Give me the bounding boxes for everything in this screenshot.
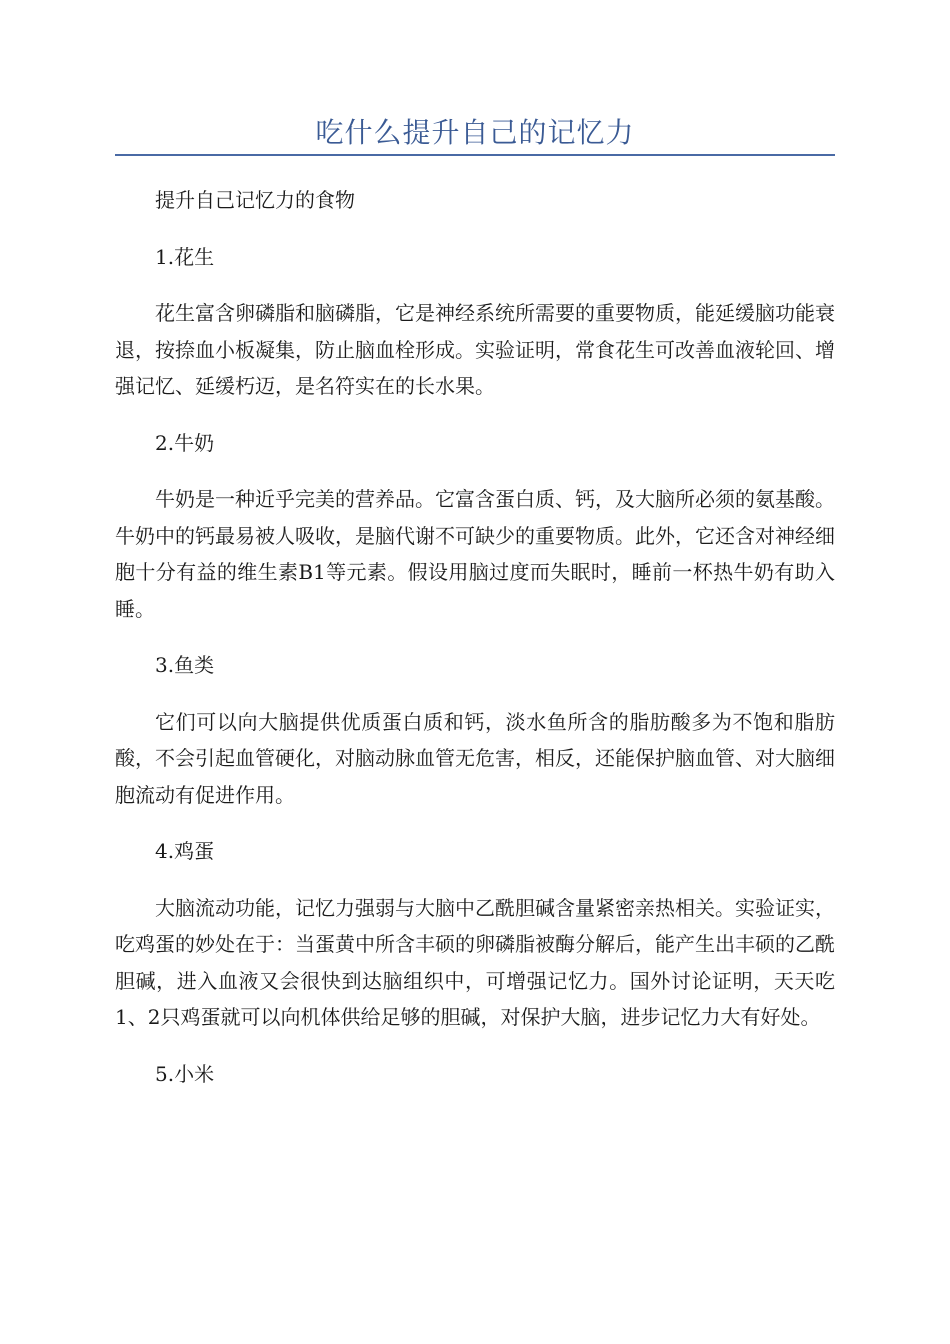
item-heading-millet: 5.小米 [155,1061,215,1086]
section-heading: 提升自己记忆力的食物 [155,188,355,212]
document-page [115,0,835,1112]
body-paragraph-milk: 牛奶是一种近乎完美的营养品。它富含蛋白质、钙，及大脑所必须的氨基酸。牛奶中的钙最易被人吸收，是脑代谢不可缺少的重要物质。此外，它还含对神经细胞十分有益的维生素B1等元素。假设用脑过度而失眠时，睡前一杯热牛奶有助入睡。 [115,487,835,621]
body-paragraph-peanut: 花生富含卵磷脂和脑磷脂，它是神经系统所需要的重要物质，能延缓脑功能衰退，按捺血小板凝集，防止脑血栓形成。实验证明，常食花生可改善血液轮回、增强记忆、延缓朽迈，是名符实在的长水果。 [115,301,835,398]
item-heading-egg: 4.鸡蛋 [155,839,215,863]
item-heading-fish: 3.鱼类 [155,653,215,677]
title-underline [115,154,835,156]
document-title: 吃什么提升自己的记忆力 [315,116,635,149]
body-paragraph-egg: 大脑流动功能，记忆力强弱与大脑中乙酰胆碱含量紧密亲热相关。实验证实，吃鸡蛋的妙处在于：当蛋黄中所含丰硕的卵磷脂被酶分解后，能产生出丰硕的乙酰胆碱，进入血液又会很快到达脑组织中，可增强记忆力。国外讨论证明，天天吃1、2只鸡蛋就可以向机体供给足够的胆碱，对保护大脑，进步记忆力大有好处。 [115,895,835,1029]
item-heading-milk: 2.牛奶 [155,430,215,455]
body-paragraph-fish: 它们可以向大脑提供优质蛋白质和钙，淡水鱼所含的脂肪酸多为不饱和脂肪酸，不会引起血管硬化，对脑动脉血管无危害，相反，还能保护脑血管、对大脑细胞流动有促进作用。 [115,709,835,807]
document-body [115,182,835,1092]
item-heading-peanut: 1.花生 [155,244,215,269]
